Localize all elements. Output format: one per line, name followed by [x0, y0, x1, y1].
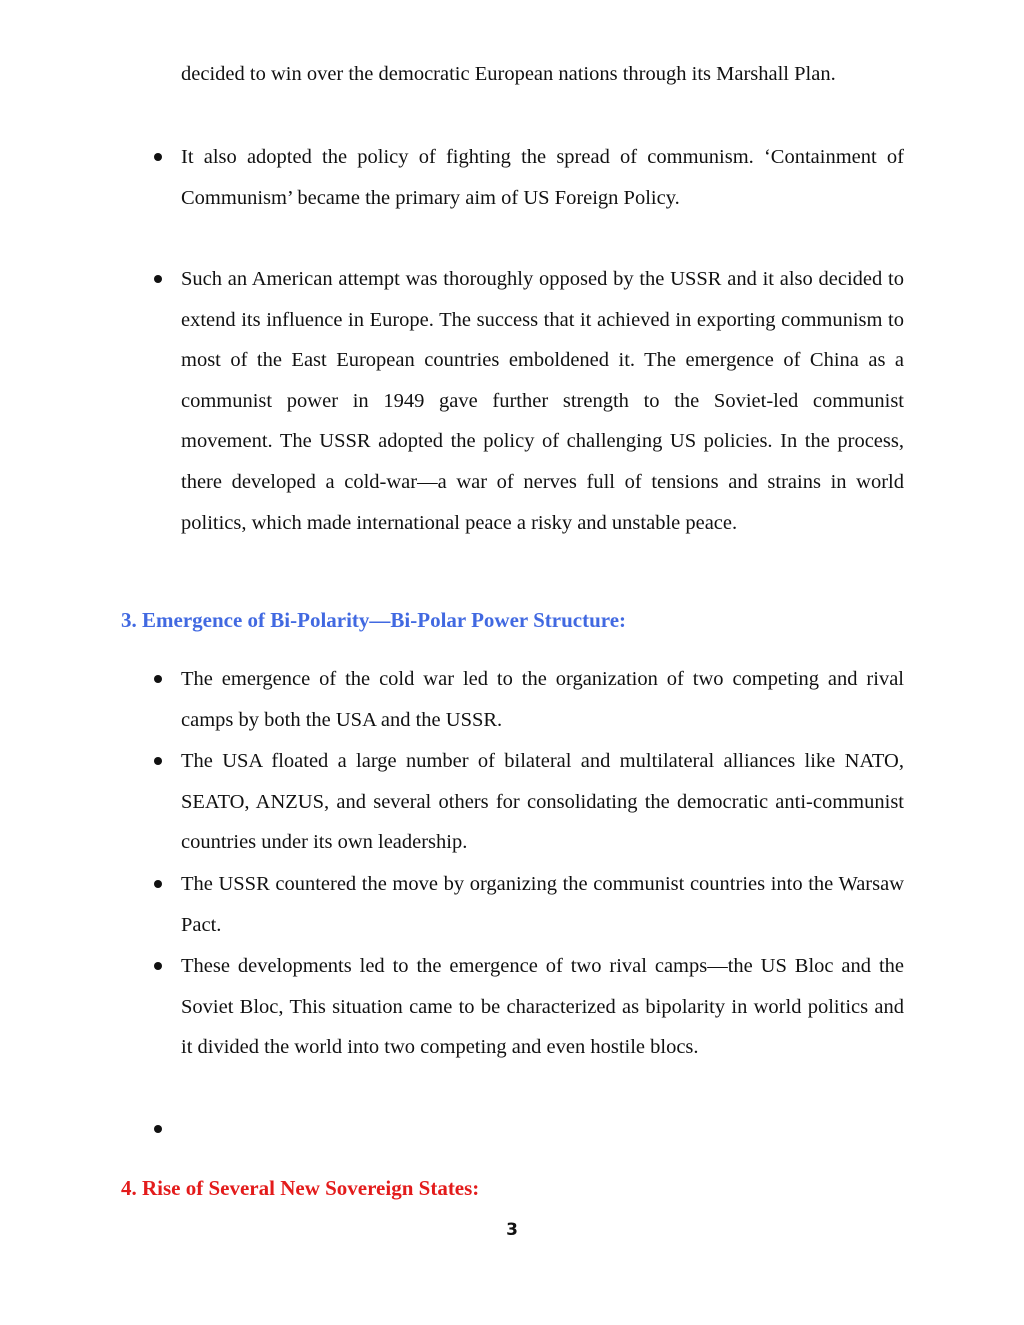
bullet-icon	[152, 1109, 164, 1150]
section-heading-bipolarity: 3. Emergence of Bi-Polarity—Bi-Polar Power Structure:	[121, 608, 627, 632]
bullet-icon	[152, 741, 164, 782]
bullet-icon	[152, 946, 164, 987]
list-item-containment: It also adopted the policy of fighting the spread of communism. ‘Containment of Communism’ became the primary aim of US Foreign Policy.	[181, 146, 904, 209]
list-item-rival-camps: The emergence of the cold war led to the organization of two competing and rival camps by both the USA and the USSR.	[181, 668, 904, 731]
section-heading-new-states: 4. Rise of Several New Sovereign States:	[121, 1176, 480, 1200]
bullet-icon	[152, 137, 164, 178]
list-item-us-alliances: The USA floated a large number of bilateral and multilateral alliances like NATO, SEATO, ANZUS, and several others for consolidating the democratic anti-communist countries under its own leadership.	[181, 750, 904, 854]
bullet-icon	[152, 259, 164, 300]
list-item-ussr-opposition: Such an American attempt was thoroughly opposed by the USSR and it also decided to extend its influence in Europe. The success that it achieved in exporting communism to most of the East European countries emboldened it. The emergence of China as a communist power in 1949 gave further strength to the Soviet-led communist movement. The USSR adopted the policy of challenging US policies. In the process, there developed a cold-war—a war of nerves full of tensions and strains in world politics, which made international peace a risky and unstable peace.	[181, 268, 904, 534]
page-number: 3	[506, 1220, 518, 1240]
list-item-warsaw-pact: The USSR countered the move by organizing the communist countries into the Warsaw Pact.	[181, 873, 904, 936]
continued-paragraph: decided to win over the democratic European nations through its Marshall Plan.	[181, 63, 836, 85]
bullet-icon	[152, 659, 164, 700]
bullet-icon	[152, 864, 164, 905]
list-item-bipolarity: These developments led to the emergence of two rival camps—the US Bloc and the Soviet Bloc, This situation came to be characterized as bipolarity in world politics and it divided the world into two competing and even hostile blocs.	[181, 955, 904, 1059]
